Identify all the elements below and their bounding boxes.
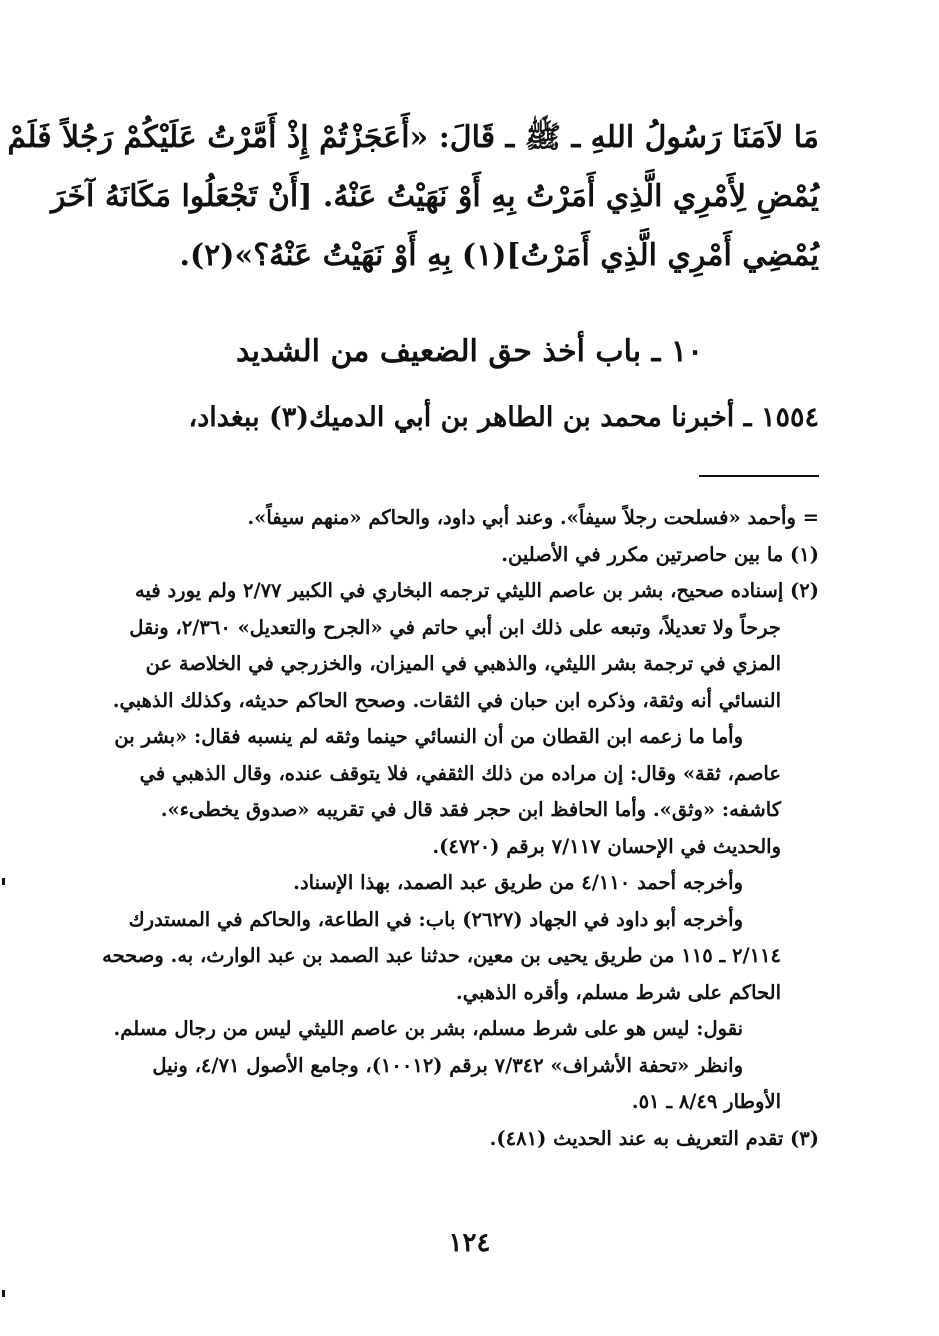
footnote-2-para-5: وأخرجه أبو داود في الجهاد (٢٦٢٧) باب: في الطاعة، والحاكم في المستدرك ٢/١١٤ ـ ١١٥ من طريق يحيى بن معين، حدثنا عبد الصمد بن عبد الوارث، به. وصححه الحاكم على شرط مسلم، وأقره الذهبي. (102, 907, 781, 1004)
footnote-3: (٣) تقدم التعريف به عند الحديث (٤٨١). (489, 1126, 819, 1150)
footnote-2-para-6: نقول: ليس هو على شرط مسلم، بشر بن عاصم الليثي ليس من رجال مسلم. (113, 1017, 743, 1040)
hadith-line-2: يُمْضِ لِأَمْرِي الَّذِي أَمَرْتُ بِهِ أَوْ نَهَيْتُ عَنْهُ. [أَنْ تَجْعَلُوا مَكَانَهُ آخَرَ (50, 179, 819, 214)
chapter-heading: ١٠ ـ باب أخذ حق الضعيف من الشديد (235, 334, 704, 369)
footnote-2-para-2: وأما ما زعمه ابن القطان من أن النسائي حينما وثقه لم ينسبه فقال: «بشر بن عاصم، ثقة» وقال: إن مراده من ذلك الثقفي، فلا يتوقف عنده، وقال الذهبي في كاشفه: «وثق». وأما الحافظ ابن حجر فقد قال في تقريبه «صدوق يخطىء». (114, 725, 781, 821)
footnote-2: (٢) إسناده صحيح، بشر بن عاصم الليثي ترجمه البخاري في الكبير ٢/٧٧ ولم يورد فيه جرحاً ولا تعديلاً، وتبعه على ذلك ابن أبي حاتم في «الجرح والتعديل» ٢/٣٦٠، ونقل المزي في ترجمة بشر الليثي، والذهبي في الميزان، والخزرجي في الخلاصة عن النسائي أنه وثقة، وذكره ابن حبان في الثقات. وصحح الحاكم حديثه، وكذلك الذهبي. (112, 579, 819, 712)
footnote-continuation: = وأحمد «فسلحت رجلاً سيفاً». وعند أبي داود، والحاكم «منهم سيفاً». (247, 506, 819, 529)
scan-mark (2, 878, 5, 885)
hadith-line-1: مَا لاَمَنَا رَسُولُ اللهِ ـ ﷺ ـ قَالَ: «أَعَجَزْتُمْ إِذْ أَمَّرْتُ عَلَيْكُمْ رَجُلاً فَلَمْ (7, 120, 819, 155)
footnote-2-para-7: وانظر «تحفة الأشراف» ٧/٣٤٢ برقم (١٠٠١٢)، وجامع الأصول ٤/٧١، ونيل الأوطار ٨/٤٩ ـ ٥١. (152, 1053, 781, 1113)
footnotes (101, 500, 819, 1157)
footnote-1: (١) ما بين حاصرتين مكرر في الأصلين. (501, 542, 819, 566)
hadith-line-3: يُمْضِي أَمْرِي الَّذِي أَمَرْتُ](١) بِهِ أَوْ نَهَيْتُ عَنْهُ؟»(٢). (179, 238, 819, 273)
page-number: ١٢٤ (448, 1228, 491, 1258)
isnad-line: ١٥٥٤ ـ أخبرنا محمد بن الطاهر بن أبي الدميك(٣) ببغداد، (188, 402, 819, 433)
scan-mark (2, 1290, 5, 1297)
footnote-2-para-3: والحديث في الإحسان ٧/١١٧ برقم (٤٧٢٠). (432, 834, 781, 858)
hadith-text (7, 108, 819, 285)
footnote-2-para-4: وأخرجه أحمد ٤/١١٠ من طريق عبد الصمد، بهذا الإسناد. (293, 871, 743, 894)
